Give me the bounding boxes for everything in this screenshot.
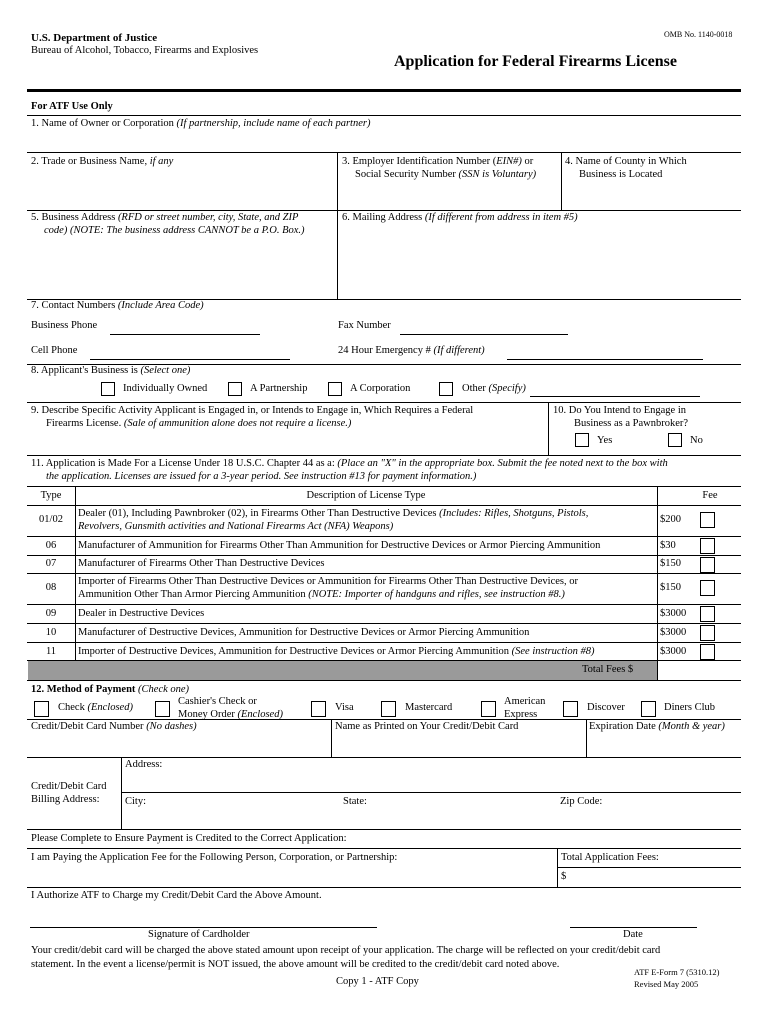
- license-type: 11: [45, 646, 57, 657]
- license-checkbox[interactable]: [700, 512, 715, 528]
- emergency-label: 24 Hour Emergency # (If different): [338, 345, 485, 356]
- date-field[interactable]: [570, 927, 697, 928]
- omb-number: OMB No. 1140-0018: [664, 30, 733, 39]
- card-number-label: Credit/Debit Card Number (No dashes): [31, 721, 197, 732]
- license-type: 07: [45, 558, 57, 569]
- authorize-label: I Authorize ATF to Charge my Credit/Debit Card the Above Amount.: [31, 890, 322, 901]
- item9-label: 9. Describe Specific Activity Applicant is Engaged in, or Intends to Engage in, Which Requires a Federal: [31, 405, 474, 416]
- license-fee: $150: [660, 558, 681, 569]
- diners-label: Diners Club: [664, 702, 716, 713]
- billing-label: Credit/Debit Card: [31, 781, 107, 792]
- license-checkbox[interactable]: [700, 580, 715, 596]
- form-title: Application for Federal Firearms License: [394, 53, 677, 70]
- cashiers-check-checkbox[interactable]: [155, 701, 170, 717]
- city-label: City:: [125, 796, 147, 807]
- pawnbroker-no-checkbox[interactable]: [668, 433, 682, 447]
- notice-line2: statement. In the event a license/permit is NOT issued, the above amount will be credited to the credit/debit card noted above.: [31, 959, 560, 970]
- divider: [27, 152, 741, 153]
- signature-field[interactable]: [30, 927, 377, 928]
- check-checkbox[interactable]: [34, 701, 49, 717]
- cashiers-check-label: Cashier's Check or: [178, 696, 257, 707]
- expiration-label: Expiration Date (Month & year): [589, 721, 725, 732]
- divider: [27, 115, 741, 116]
- divider: [27, 604, 741, 605]
- name-on-card-label: Name as Printed on Your Credit/Debit Card: [335, 721, 519, 732]
- copy-label: Copy 1 - ATF Copy: [336, 976, 419, 987]
- license-desc: Dealer (01), Including Pawnbroker (02), in Firearms Other Than Destructive Devices (Includes: Rifles, Shotguns, Pistols,: [78, 508, 589, 519]
- other-label: Other (Specify): [462, 383, 526, 394]
- visa-label: Visa: [335, 702, 354, 713]
- paying-for-label: I am Paying the Application Fee for the Following Person, Corporation, or Partnership:: [31, 852, 398, 863]
- please-complete-label: Please Complete to Ensure Payment is Credited to the Correct Application:: [31, 833, 347, 844]
- license-desc: Dealer in Destructive Devices: [78, 608, 205, 619]
- license-checkbox[interactable]: [700, 644, 715, 660]
- zip-label: Zip Code:: [560, 796, 603, 807]
- emergency-field[interactable]: [507, 359, 703, 360]
- item1-label: 1. Name of Owner or Corporation (If partnership, include name of each partner): [31, 118, 371, 129]
- divider: [27, 210, 741, 211]
- divider: [331, 719, 332, 757]
- divider: [27, 486, 741, 487]
- license-desc-line2: Revolvers, Gunsmith activities and National Firearms Act (NFA) Weapons): [78, 521, 394, 532]
- license-checkbox[interactable]: [700, 625, 715, 641]
- divider: [121, 757, 122, 829]
- divider: [27, 757, 741, 758]
- item2-label: 2. Trade or Business Name, if any: [31, 156, 174, 167]
- col-desc-header: Description of License Type: [306, 490, 426, 501]
- divider: [27, 623, 741, 624]
- license-fee: $200: [660, 514, 681, 525]
- business-phone-label: Business Phone: [31, 320, 98, 331]
- divider: [27, 642, 741, 643]
- fax-field[interactable]: [400, 334, 568, 335]
- item7-label: 7. Contact Numbers (Include Area Code): [31, 300, 204, 311]
- atf-use-label: For ATF Use Only: [31, 101, 113, 112]
- discover-checkbox[interactable]: [563, 701, 578, 717]
- cell-phone-label: Cell Phone: [31, 345, 78, 356]
- department-name: U.S. Department of Justice: [31, 32, 158, 44]
- item4-label-line2: Business is Located: [579, 169, 663, 180]
- pawnbroker-yes-checkbox[interactable]: [575, 433, 589, 447]
- item6-label: 6. Mailing Address (If different from address in item #5): [342, 212, 578, 223]
- license-checkbox[interactable]: [700, 538, 715, 554]
- license-desc-line2: Ammunition Other Than Armor Piercing Ammunition (NOTE: Importer of handguns and rifles, see instruction #8.): [78, 589, 565, 600]
- license-type: 08: [45, 582, 57, 593]
- amex-label: American: [504, 696, 546, 707]
- license-desc: Manufacturer of Firearms Other Than Destructive Devices: [78, 558, 325, 569]
- notice-line1: Your credit/debit card will be charged the above stated amount upon receipt of your application. The charge will be reflected on your credit/debit card: [31, 945, 661, 956]
- divider: [27, 573, 741, 574]
- license-type: 09: [45, 608, 57, 619]
- item11-label: 11. Application is Made For a License Under 18 U.S.C. Chapter 44 as a: (Place an "X" in the appropriate box. Submit the fee noted next to the box with: [31, 458, 668, 469]
- divider: [27, 505, 741, 506]
- license-checkbox[interactable]: [700, 557, 715, 573]
- item10-label-line2: Business as a Pawnbroker?: [574, 418, 689, 429]
- corporation-label: A Corporation: [350, 383, 411, 394]
- license-fee: $30: [660, 540, 676, 551]
- license-type: 10: [45, 627, 57, 638]
- item9-label-line2: Firearms License. (Sale of ammunition alone does not require a license.): [46, 418, 352, 429]
- diners-checkbox[interactable]: [641, 701, 656, 717]
- total-fees-label: Total Fees $: [582, 664, 634, 675]
- form-number: ATF E-Form 7 (5310.12): [634, 967, 720, 977]
- billing-label-line2: Billing Address:: [31, 794, 100, 805]
- license-type: 01/02: [39, 514, 63, 525]
- amex-checkbox[interactable]: [481, 701, 496, 717]
- divider: [27, 848, 741, 849]
- individually-owned-checkbox[interactable]: [101, 382, 115, 396]
- visa-checkbox[interactable]: [311, 701, 326, 717]
- license-fee: $150: [660, 582, 681, 593]
- amex-label-line2: Express: [504, 709, 538, 720]
- money-order-label: Money Order (Enclosed): [178, 709, 283, 720]
- mastercard-checkbox[interactable]: [381, 701, 396, 717]
- fax-label: Fax Number: [338, 320, 391, 331]
- discover-label: Discover: [587, 702, 625, 713]
- total-shade: [28, 661, 657, 680]
- partnership-checkbox[interactable]: [228, 382, 242, 396]
- divider: [657, 486, 658, 680]
- divider: [337, 152, 338, 299]
- license-desc: Importer of Destructive Devices, Ammunition for Destructive Devices or Armor Piercing Ammunition (See instruction #8): [78, 646, 595, 657]
- item3-label: 3. Employer Identification Number (EIN#) or: [342, 156, 534, 167]
- item5-label-line2: code) (NOTE: The business address CANNOT be a P.O. Box.): [44, 225, 305, 236]
- revised-date: Revised May 2005: [634, 979, 699, 989]
- divider: [27, 680, 741, 681]
- divider: [27, 402, 741, 403]
- col-type-header: Type: [40, 490, 62, 501]
- license-fee: $3000: [660, 608, 687, 619]
- license-checkbox[interactable]: [700, 606, 715, 622]
- state-label: State:: [343, 796, 367, 807]
- divider: [561, 152, 562, 210]
- business-phone-field[interactable]: [110, 334, 260, 335]
- divider: [27, 455, 741, 456]
- cell-phone-field[interactable]: [90, 359, 290, 360]
- total-application-fees-label: Total Application Fees:: [561, 852, 659, 863]
- item4-label: 4. Name of County in Which: [565, 156, 687, 167]
- divider: [27, 719, 741, 720]
- license-type: 06: [45, 540, 57, 551]
- check-label: Check (Enclosed): [58, 702, 133, 713]
- license-fee: $3000: [660, 627, 687, 638]
- divider: [586, 719, 587, 757]
- other-specify-field[interactable]: [530, 396, 700, 397]
- corporation-checkbox[interactable]: [328, 382, 342, 396]
- item5-label: 5. Business Address (RFD or street number, city, State, and ZIP: [31, 212, 299, 223]
- license-desc: Importer of Firearms Other Than Destructive Devices or Ammunition for Firearms Other Than Destructive Devices, or: [78, 576, 578, 587]
- other-checkbox[interactable]: [439, 382, 453, 396]
- individually-owned-label: Individually Owned: [123, 383, 208, 394]
- license-desc: Manufacturer of Ammunition for Firearms Other Than Ammunition for Destructive Devices or Armor Piercing Ammunition: [78, 540, 601, 551]
- item10-label: 10. Do You Intend to Engage in: [553, 405, 686, 416]
- pawnbroker-yes-label: Yes: [597, 435, 613, 446]
- partnership-label: A Partnership: [250, 383, 308, 394]
- divider: [27, 555, 741, 556]
- license-desc: Manufacturer of Destructive Devices, Ammunition for Destructive Devices or Armor Piercing Ammunition: [78, 627, 530, 638]
- bureau-name: Bureau of Alcohol, Tobacco, Firearms and Explosives: [31, 45, 259, 56]
- divider: [27, 887, 741, 888]
- item12-label: 12. Method of Payment (Check one): [31, 684, 190, 695]
- divider: [557, 867, 741, 868]
- header-rule: [27, 89, 741, 92]
- date-label: Date: [623, 929, 643, 940]
- item11-label-line2: the application. Licenses are issued for a 3-year period. See instruction #13 for payment information.): [46, 471, 477, 482]
- dollar-sign: $: [561, 871, 567, 882]
- mastercard-label: Mastercard: [405, 702, 453, 713]
- license-fee: $3000: [660, 646, 687, 657]
- divider: [27, 536, 741, 537]
- divider: [548, 402, 549, 455]
- item8-label: 8. Applicant's Business is (Select one): [31, 365, 191, 376]
- signature-label: Signature of Cardholder: [148, 929, 250, 940]
- item3-label-line2: Social Security Number (SSN is Voluntary): [355, 169, 537, 180]
- divider: [121, 792, 741, 793]
- address-label: Address:: [125, 759, 163, 770]
- pawnbroker-no-label: No: [690, 435, 703, 446]
- col-fee-header: Fee: [702, 490, 718, 501]
- divider: [27, 829, 741, 830]
